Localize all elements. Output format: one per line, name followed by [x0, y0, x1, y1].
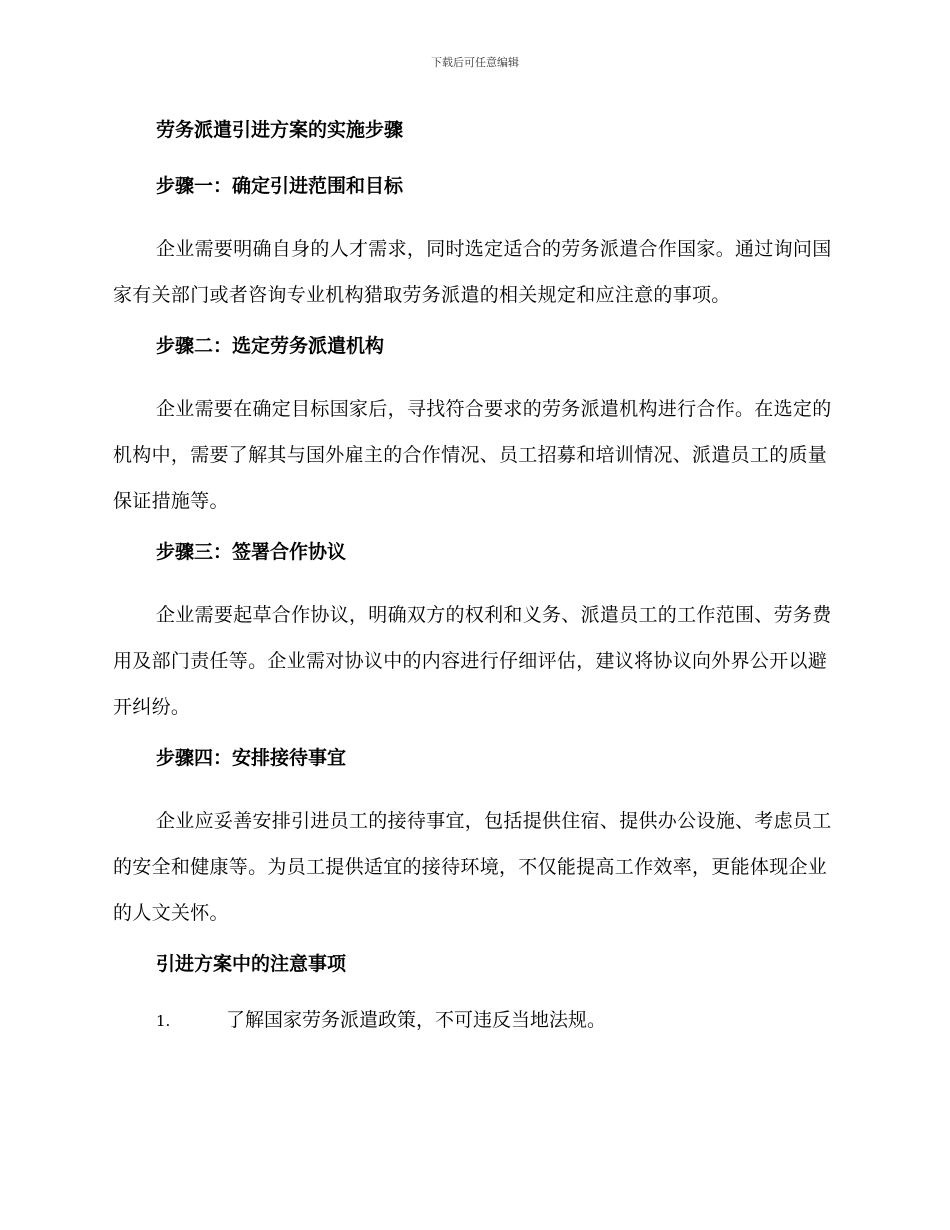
step4-heading: 步骤四：安排接待事宜 — [156, 747, 347, 769]
step3-paragraph: 企业需要起草合作协议，明确双方的权利和义务、派遣员工的工作范围、劳务费用及部门责任等。企业需对协议中的内容进行仔细评估，建议将协议向外界公开以避开纠纷。 — [113, 604, 832, 718]
step2-paragraph: 企业需要在确定目标国家后，寻找符合要求的劳务派遣机构进行合作。在选定的机构中，需要了解其与国外雇主的合作情况、员工招募和培训情况、派遣员工的质量保证措施等。 — [113, 398, 832, 512]
document-body — [113, 114, 833, 1037]
step1-paragraph: 企业需要明确自身的人才需求，同时选定适合的劳务派遣合作国家。通过询问国家有关部门或者咨询专业机构猎取劳务派遣的相关规定和应注意的事项。 — [113, 238, 832, 306]
document-title: 劳务派遣引进方案的实施步骤 — [156, 119, 404, 141]
list-item-text: 了解国家劳务派遣政策，不可违反当地法规。 — [226, 1009, 607, 1031]
step3-heading: 步骤三：签署合作协议 — [156, 541, 347, 563]
list-item-number: 1. — [156, 1012, 171, 1030]
step2-heading: 步骤二：选定劳务派遣机构 — [156, 335, 385, 357]
step1-heading: 步骤一：确定引进范围和目标 — [156, 175, 404, 197]
notes-heading: 引进方案中的注意事项 — [156, 953, 347, 975]
step4-paragraph: 企业应妥善安排引进员工的接待事宜，包括提供住宿、提供办公设施、考虑员工的安全和健康等。为员工提供适宜的接待环境，不仅能提高工作效率，更能体现企业的人文关怀。 — [113, 810, 832, 924]
list-item — [113, 1004, 833, 1037]
header-note: 下载后可任意编辑 — [431, 56, 519, 69]
